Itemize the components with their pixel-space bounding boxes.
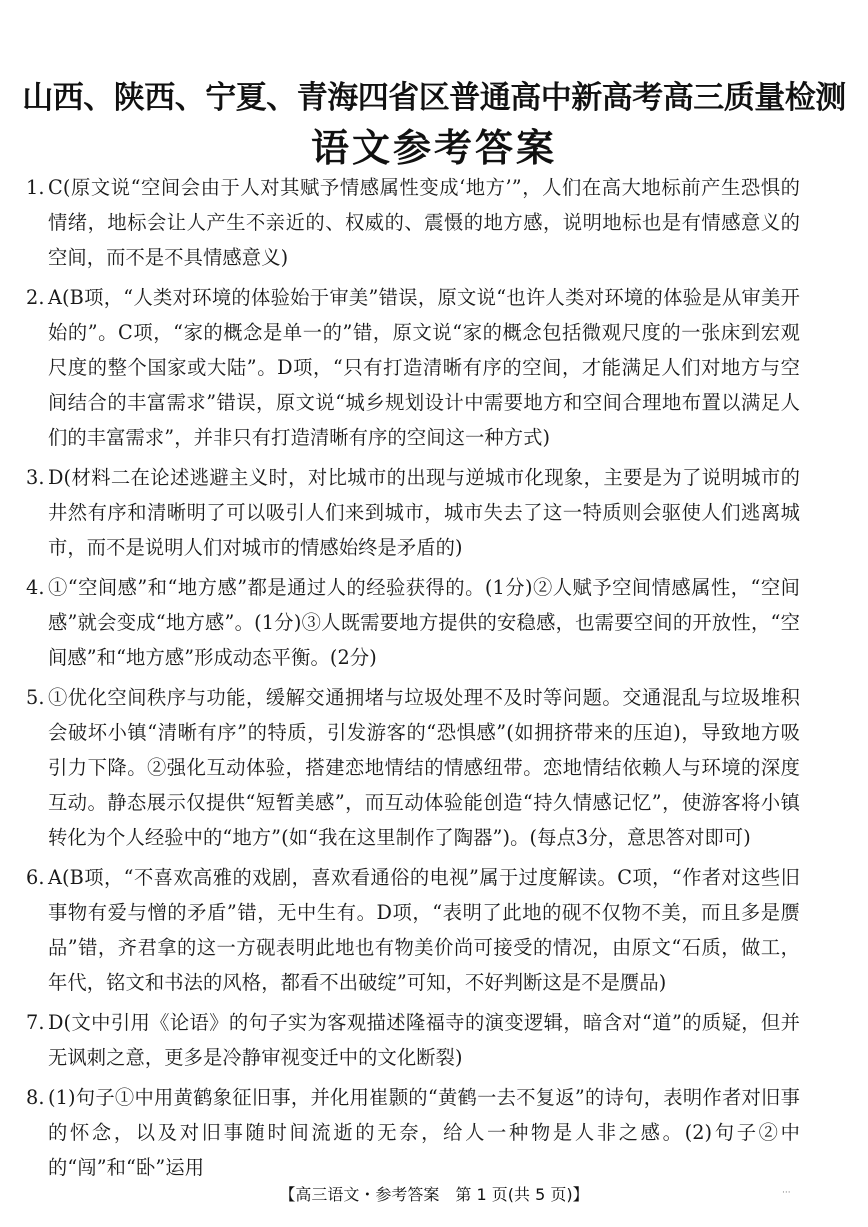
answer-item-3 bbox=[26, 460, 800, 565]
answer-item-6 bbox=[26, 860, 800, 1000]
answer-number: 3. bbox=[26, 466, 45, 489]
answer-text: C(原文说“空间会由于人对其赋予情感属性变成‘地方’”，人们在高大地标前产生恐惧的情绪，地标会让人产生不亲近的、权威的、震慑的地方感，说明地标也是有情感意义的空间，而不是不具情感意义) bbox=[48, 176, 800, 269]
answer-item-5 bbox=[26, 680, 800, 855]
answer-item-1 bbox=[26, 170, 800, 275]
answer-number: 7. bbox=[26, 1011, 45, 1034]
answer-text: D(文中引用《论语》的句子实为客观描述隆福寺的演变逻辑，暗含对“道”的质疑，但并无讽刺之意，更多是冷静审视变迁中的文化断裂) bbox=[48, 1011, 800, 1069]
answer-item-4 bbox=[26, 570, 800, 675]
answer-number: 1. bbox=[26, 176, 45, 199]
answer-item-7 bbox=[26, 1005, 800, 1075]
answer-number: 6. bbox=[26, 866, 45, 889]
answer-text: ①“空间感”和“地方感”都是通过人的经验获得的。(1分)②人赋予空间情感属性，“空间感”就会变成“地方感”。(1分)③人既需要地方提供的安稳感，也需要空间的开放性，“空间感”和“地方感”形成动态平衡。(2分) bbox=[48, 576, 800, 669]
answer-number: 2. bbox=[26, 286, 45, 309]
answer-list bbox=[26, 170, 800, 1190]
page-footer: 【高三语文・参考答案 第 1 页(共 5 页)】 bbox=[279, 1185, 589, 1204]
answer-number: 4. bbox=[26, 576, 45, 599]
answer-text: ①优化空间秩序与功能，缓解交通拥堵与垃圾处理不及时等问题。交通混乱与垃圾堆积会破坏小镇“清晰有序”的特质，引发游客的“恐惧感”(如拥挤带来的压迫)，导致地方吸引力下降。②强化互动体验，搭建恋地情结的情感纽带。恋地情结依赖人与环境的深度互动。静态展示仅提供“短暂美感”，而互动体验能创造“持久情感记忆”，使游客将小镇转化为个人经验中的“地方”(如“我在这里制作了陶器”)。(每点3分，意思答对即可) bbox=[48, 686, 800, 849]
answer-number: 5. bbox=[26, 686, 45, 709]
answer-text: A(B项，“不喜欢高雅的戏剧，喜欢看通俗的电视”属于过度解读。C项，“作者对这些旧事物有爱与憎的矛盾”错，无中生有。D项，“表明了此地的砚不仅物不美，而且多是赝品”错，齐君拿的这一方砚表明此地也有物美价尚可接受的情况，由原文“石质，做工，年代，铭文和书法的风格，都看不出破绽”可知，不好判断这是不是赝品) bbox=[48, 866, 800, 994]
answer-text: (1)句子①中用黄鹤象征旧事，并化用崔颢的“黄鹤一去不复返”的诗句，表明作者对旧事的怀念，以及对旧事随时间流逝的无奈，给人一种物是人非之感。(2)句子②中的“闯”和“卧”运用 bbox=[48, 1086, 800, 1179]
answer-number: 8. bbox=[26, 1086, 45, 1109]
corner-mark: ··· bbox=[782, 1188, 791, 1198]
document-title: 山西、陕西、宁夏、青海四省区普通高中新高考高三质量检测 bbox=[22, 80, 846, 116]
answer-text: A(B项，“人类对环境的体验始于审美”错误，原文说“也许人类对环境的体验是从审美开始的”。C项，“家的概念是单一的”错，原文说“家的概念包括微观尺度的一张床到宏观尺度的整个国家或大陆”。D项，“只有打造清晰有序的空间，才能满足人们对地方与空间结合的丰富需求”错误，原文说“城乡规划设计中需要地方和空间合理地布置以满足人们的丰富需求”，并非只有打造清晰有序的空间这一种方式) bbox=[48, 286, 800, 449]
document-subtitle: 语文参考答案 bbox=[310, 126, 557, 170]
answer-text: D(材料二在论述逃避主义时，对比城市的出现与逆城市化现象，主要是为了说明城市的井然有序和清晰明了可以吸引人们来到城市，城市失去了这一特质则会驱使人们逃离城市，而不是说明人们对城市的情感始终是矛盾的) bbox=[48, 466, 800, 559]
answer-item-8 bbox=[26, 1080, 800, 1185]
answer-item-2 bbox=[26, 280, 800, 455]
